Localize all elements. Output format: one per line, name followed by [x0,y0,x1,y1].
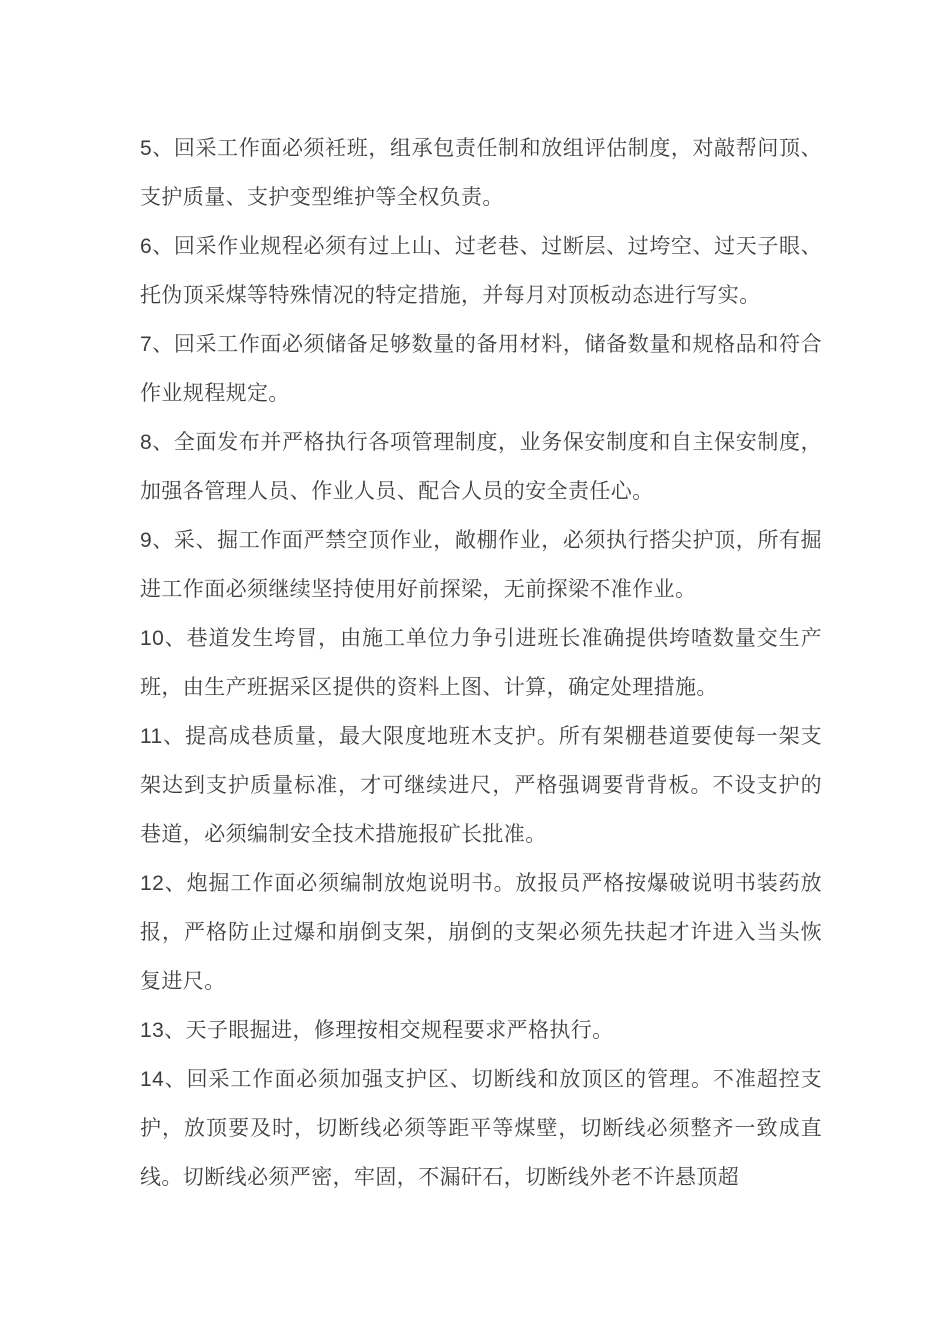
paragraph-item-12: 12、炮掘工作面必须编制放炮说明书。放报员严格按爆破说明书装药放报，严格防止过爆和崩倒支架，崩倒的支架必须先扶起才许进入当头恢复进尺。 [140,872,822,993]
paragraph-item-10: 10、巷道发生垮冒，由施工单位力争引进班长准确提供垮喳数量交生产班，由生产班据采区提供的资料上图、计算，确定处理措施。 [140,627,822,699]
paragraph-item-6: 6、回采作业规程必须有过上山、过老巷、过断层、过垮空、过天子眼、托伪顶采煤等特殊情况的特定措施，并每月对顶板动态进行写实。 [140,235,822,307]
paragraph-item-8: 8、全面发布并严格执行各项管理制度，业务保安制度和自主保安制度，加强各管理人员、作业人员、配合人员的安全责任心。 [140,431,822,503]
document-body [140,124,822,1202]
paragraph-item-11: 11、提高成巷质量，最大限度地班木支护。所有架棚巷道要使每一架支架达到支护质量标准，才可继续进尺，严格强调要背背板。不设支护的巷道，必须编制安全技术措施报矿长批准。 [140,725,822,846]
paragraph-item-7: 7、回采工作面必须储备足够数量的备用材料，储备数量和规格品和符合作业规程规定。 [140,333,822,405]
paragraph-item-13: 13、天子眼掘进，修理按相交规程要求严格执行。 [140,1019,614,1042]
paragraph-item-5: 5、回采工作面必须衽班，组承包责任制和放组评估制度，对敲帮问顶、支护质量、支护变型维护等全权负责。 [140,137,822,209]
paragraph-item-14: 14、回采工作面必须加强支护区、切断线和放顶区的管理。不准超控支护，放顶要及时，切断线必须等距平等煤壁，切断线必须整齐一致成直线。切断线必须严密，牢固，不漏矸石，切断线外老不许悬顶超 [140,1068,822,1189]
paragraph-item-9: 9、采、掘工作面严禁空顶作业，敞棚作业，必须执行搭尖护顶，所有掘进工作面必须继续坚持使用好前探梁，无前探梁不准作业。 [140,529,822,601]
